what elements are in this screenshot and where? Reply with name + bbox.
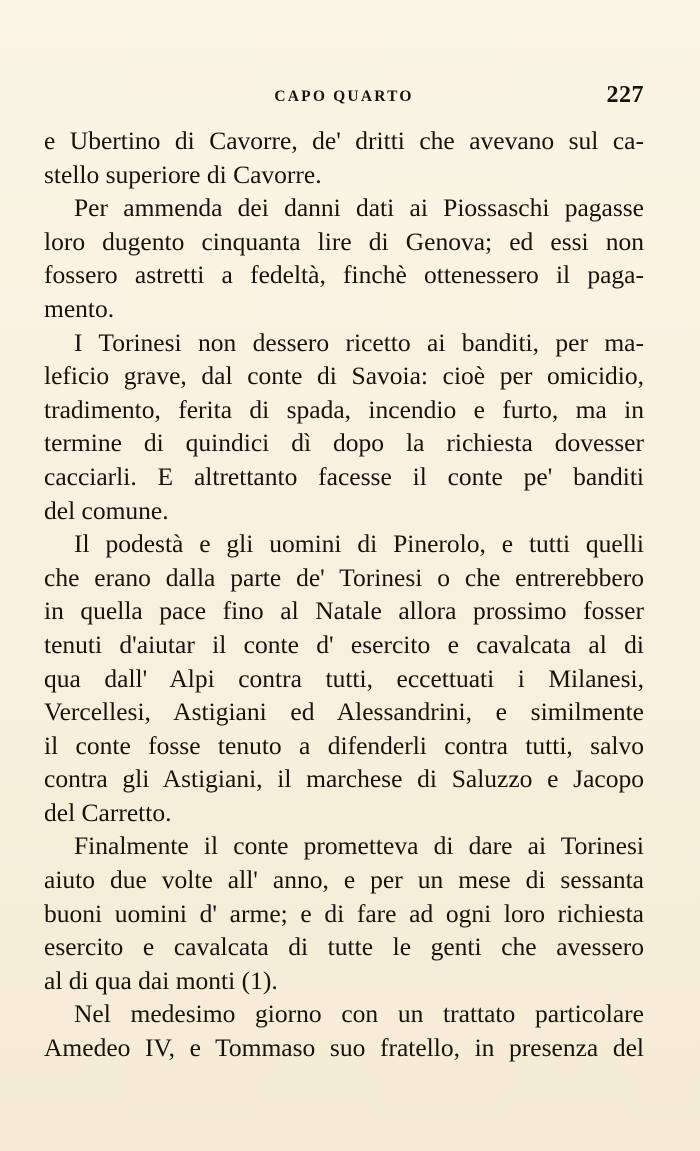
text-line: leficio grave, dal conte di Savoia: cioè per omicidio, [44, 361, 644, 391]
page-number: 227 [606, 82, 644, 108]
text-line: contra gli Astigiani, il marchese di Saluzzo e Jacopo [44, 764, 644, 794]
text-line: il conte fosse tenuto a difenderli contra tutti, salvo [44, 730, 644, 760]
text-line: loro dugento cinquanta lire di Genova; ed essi non [44, 226, 644, 256]
paragraph [44, 326, 644, 528]
paragraph [44, 124, 644, 191]
running-head: CAPO QUARTO [274, 88, 414, 105]
text-line: esercito e cavalcata di tutte le genti che avessero [44, 932, 644, 962]
text-line: Finalmente il conte prometteva di dare ai Torinesi [74, 831, 644, 861]
text-line: cacciarli. E altrettanto facesse il conte pe' banditi [44, 461, 644, 491]
text-line: fossero astretti a fedeltà, finchè ottenessero il paga- [44, 260, 644, 290]
text-line: Vercellesi, Astigiani ed Alessandrini, e similmente [44, 697, 644, 727]
text-line: aiuto due volte all' anno, e per un mese di sessanta [44, 865, 644, 895]
text-line: stello superiore di Cavorre. [44, 159, 322, 189]
text-line: del Carretto. [44, 797, 172, 827]
text-line: e Ubertino di Cavorre, de' dritti che avevano sul ca- [44, 126, 644, 155]
text-line: tradimento, ferita di spada, incendio e furto, ma in [44, 394, 644, 424]
text-line: Nel medesimo giorno con un trattato particolare [74, 999, 644, 1029]
text-line: del comune. [44, 495, 169, 525]
text-line: Per ammenda dei danni dati ai Piossaschi pagasse [74, 193, 644, 223]
text-line: termine di quindici dì dopo la richiesta dovesser [44, 428, 644, 458]
text-line: Amedeo IV, e Tommaso suo fratello, in presenza del [44, 1033, 644, 1063]
body-text [44, 124, 644, 1065]
paragraph [44, 527, 644, 829]
text-line: qua dall' Alpi contra tutti, eccettuati i Milanesi, [44, 663, 644, 693]
paragraph [44, 997, 644, 1064]
text-line: in quella pace fino al Natale allora prossimo fosser [44, 596, 644, 626]
text-line: buoni uomini d' arme; e di fare ad ogni loro richiesta [44, 898, 644, 928]
text-line: che erano dalla parte de' Torinesi o che entrerebbero [44, 562, 644, 592]
text-line: Il podestà e gli uomini di Pinerolo, e tutti quelli [74, 529, 644, 559]
text-line: I Torinesi non dessero ricetto ai banditi, per ma- [74, 327, 644, 357]
text-line: al di qua dai monti (1). [44, 965, 278, 995]
paragraph [44, 191, 644, 325]
text-line: mento. [44, 293, 115, 323]
text-line: tenuti d'aiutar il conte d' esercito e cavalcata al di [44, 629, 644, 659]
paragraph [44, 829, 644, 997]
page-header [44, 82, 644, 112]
